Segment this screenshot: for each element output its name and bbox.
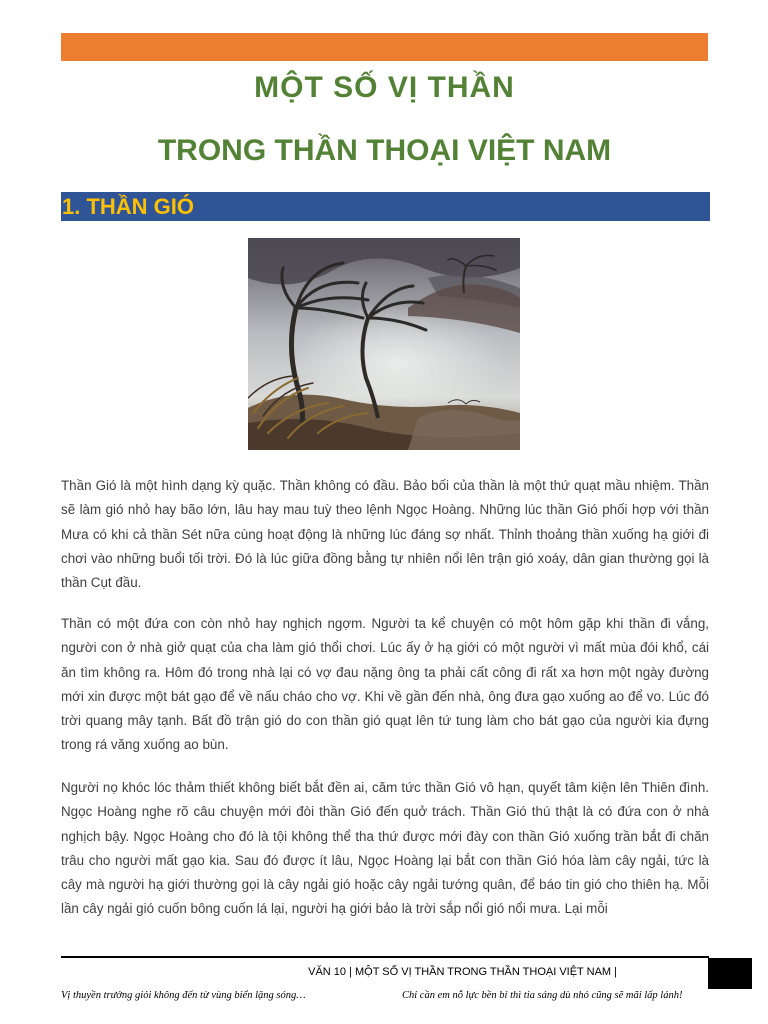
section-heading: 1. THẦN GIÓ — [61, 192, 710, 221]
page-number-box — [708, 958, 752, 989]
footer-header-text: VĂN 10 | MỘT SỐ VỊ THẦN TRONG THẦN THOẠI VIỆT NAM | — [308, 966, 617, 978]
page-title-line-2: TRONG THẦN THOẠI VIỆT NAM — [157, 134, 612, 167]
footer-quote-left: Vị thuyền trưởng giỏi không đến từ vùng biển lặng sóng… — [61, 990, 306, 1001]
footer-divider — [61, 956, 709, 958]
page-title-line-1: MỘT SỐ VỊ THẦN — [254, 71, 515, 104]
storm-painting-image — [248, 238, 520, 450]
paragraph-2: Thần có một đứa con còn nhỏ hay nghịch ngợm. Người ta kể chuyện có một hôm gặp khi thần đi vắng, người con ở nhà giở quạt của cha làm gió thổi chơi. Lúc ấy ở hạ giới có một người vì mất mùa đói khổ, cái ăn tìm không ra. Hôm đó trong nhà lại có vợ đau nặng ông ta phải cất công đi rất xa hơn một ngày đường mới xin được một bát gạo để về nấu cháo cho vợ. Khi về gần đến nhà, ông đưa gạo xuống ao để vo. Lúc đó trời quang mây tạnh. Bất đồ trận gió do con thần gió quạt lên tứ tung làm cho bát gạo của người kia đựng trong rá văng xuống ao bùn. — [61, 616, 709, 753]
orange-accent-bar — [61, 33, 708, 61]
paragraph-3: Người nọ khóc lóc thảm thiết không biết bắt đền ai, căm tức thần Gió vô hạn, quyết tâm kiện lên Thiên đình. Ngọc Hoàng nghe rõ câu chuyện mới đòi thần Gió đến quở trách. Thần Gió thú thật là có đứa con ở nhà nghịch bậy. Ngọc Hoàng cho đó là tội không thể tha thứ được mới đày con thần Gió xuống trần bắt đi chăn trâu cho người mất gạo kia. Sau đó được ít lâu, Ngọc Hoàng lại bắt con thần Gió hóa làm cây ngải, tức là cây mà người hạ giới thường gọi là cây ngải gió hoặc cây ngải tướng quân, để báo tin gió cho thiên hạ. Mỗi lần cây ngải gió cuốn bông cuốn lá lại, người hạ giới bảo là trời sắp nổi gió nổi mưa. Lại mỗi — [61, 780, 709, 917]
paragraph-1: Thần Gió là một hình dạng kỳ quặc. Thần không có đầu. Bảo bối của thần là một thứ quạt mầu nhiệm. Thần sẽ làm gió nhỏ hay bão lớn, lâu hay mau tuỳ theo lệnh Ngọc Hoàng. Những lúc thần Gió phối hợp với thần Mưa có khi cả thần Sét nữa cùng hoạt động là những lúc đáng sợ nhất. Thỉnh thoảng thần xuống hạ giới đi chơi vào những buổi tối trời. Đó là lúc giữa đồng bằng tự nhiên nổi lên trận gió xoáy, dân gian thường gọi là thần Cụt đầu. — [61, 478, 709, 591]
footer-quote-right: Chỉ cần em nỗ lực bền bỉ thì tia sáng dù nhỏ cũng sẽ mãi lấp lánh! — [402, 990, 683, 1001]
storm-palm-trees-painting-icon — [248, 238, 520, 450]
